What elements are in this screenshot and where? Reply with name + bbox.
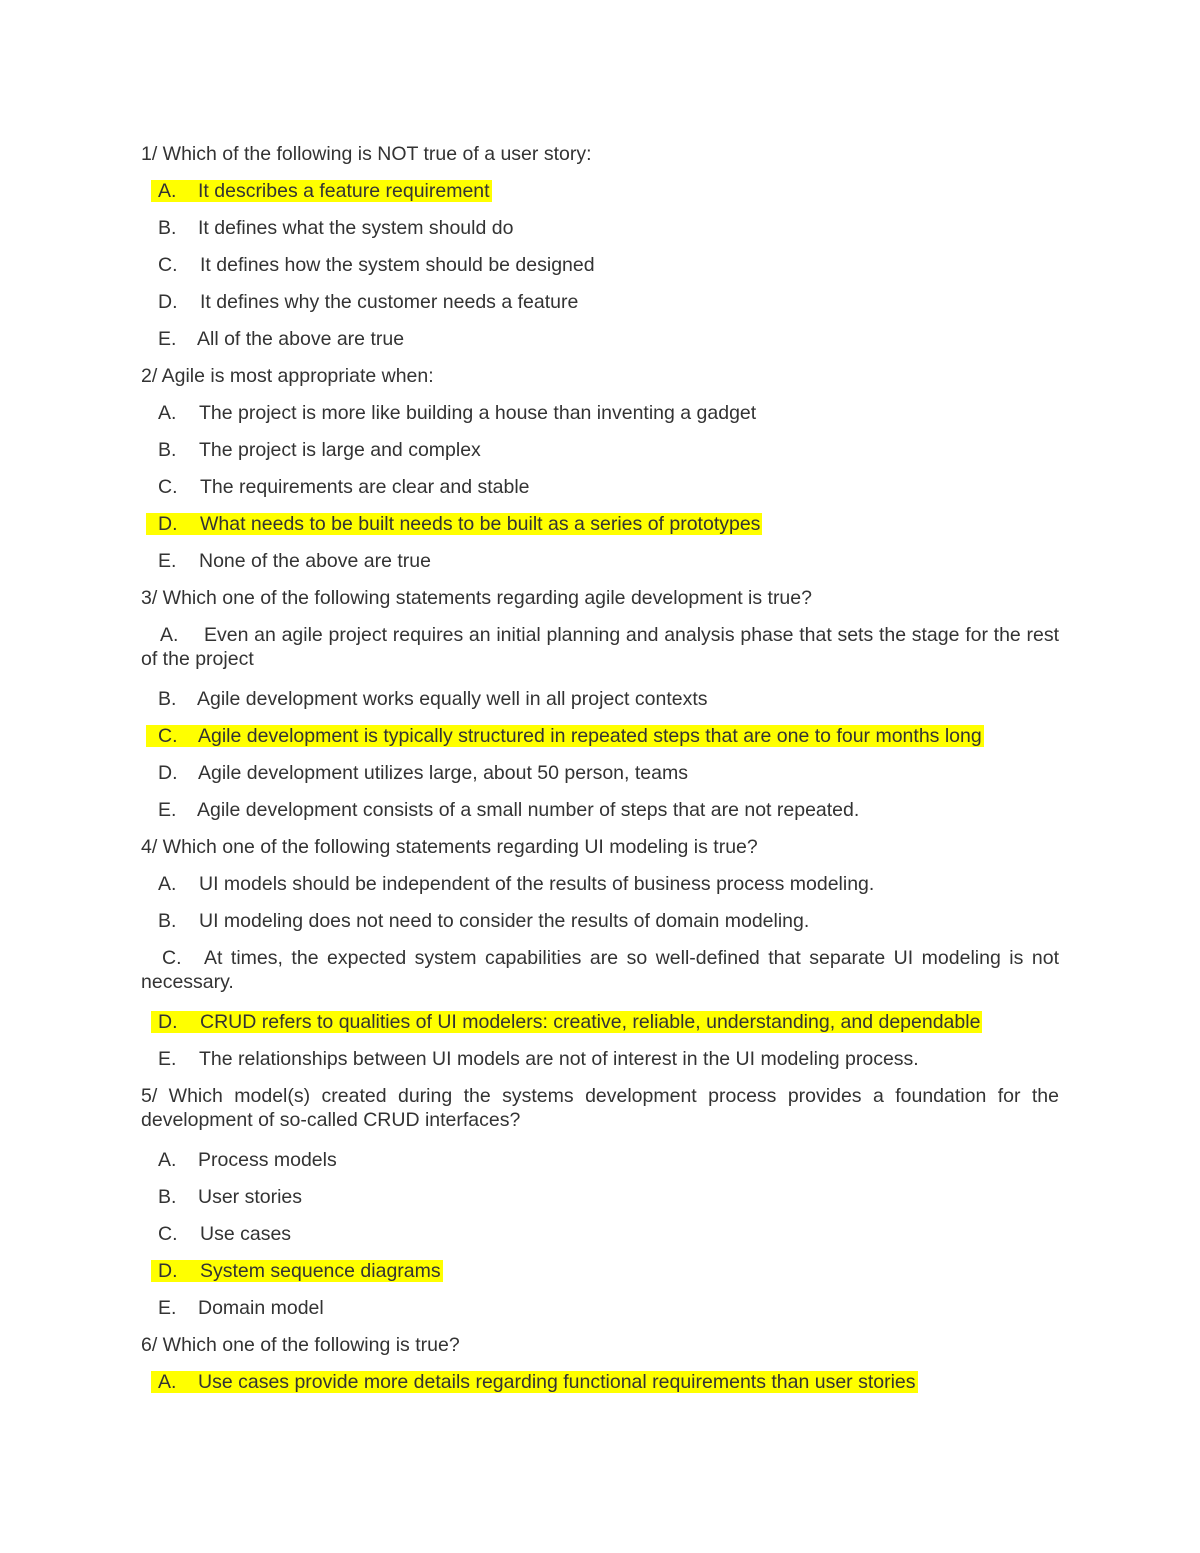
question-2-prompt: 2/ Agile is most appropriate when: — [141, 365, 434, 387]
question-5-option-e: E. Domain model — [158, 1297, 324, 1319]
question-3-option-e: E. Agile development consists of a small number of steps that are not repeated. — [158, 799, 860, 821]
question-5-prompt: 5/ Which model(s) created during the systems development process provides a foundation for the development of so-called CRUD interfaces? — [141, 1085, 1059, 1131]
question-1-option-d: D. It defines why the customer needs a feature — [158, 291, 579, 313]
question-6-prompt: 6/ Which one of the following is true? — [141, 1334, 460, 1356]
question-3-option-b: B. Agile development works equally well in all project contexts — [158, 688, 708, 710]
question-2-option-d: D. What needs to be built needs to be built as a series of prototypes — [141, 512, 1059, 549]
question-6-option-a: A. Use cases provide more details regarding functional requirements than user stories — [141, 1370, 1059, 1407]
question-1-prompt: 1/ Which of the following is NOT true of a user story: — [141, 143, 592, 165]
question-1-option-b: B. It defines what the system should do — [158, 217, 514, 239]
question-4-option-e: E. The relationships between UI models are not of interest in the UI modeling process. — [158, 1048, 919, 1070]
question-5-option-a: A. Process models — [158, 1149, 337, 1171]
question-3-option-a: A. Even an agile project requires an initial planning and analysis phase that sets the stage for the rest of the project — [141, 624, 1059, 670]
question-4-option-d: D. CRUD refers to qualities of UI modelers: creative, reliable, understanding, and dependable — [141, 1010, 1059, 1047]
question-1-option-e: E. All of the above are true — [158, 328, 405, 350]
question-5-option-d: D. System sequence diagrams — [141, 1259, 1059, 1296]
question-2-option-e: E. None of the above are true — [158, 550, 431, 572]
question-5-option-b: B. User stories — [158, 1186, 303, 1208]
question-3-option-d: D. Agile development utilizes large, about 50 person, teams — [158, 762, 688, 784]
question-1-option-c: C. It defines how the system should be designed — [158, 254, 595, 276]
question-2-option-b: B. The project is large and complex — [158, 439, 481, 461]
question-1-option-a: A. It describes a feature requirement — [141, 179, 1059, 216]
question-4-option-a: A. UI models should be independent of the results of business process modeling. — [158, 873, 875, 895]
question-2-option-c: C. The requirements are clear and stable — [158, 476, 530, 498]
question-4-option-c: C. At times, the expected system capabilities are so well-defined that separate UI modeling is not necessary. — [141, 947, 1059, 993]
question-5-option-c: C. Use cases — [158, 1223, 292, 1245]
document-page — [141, 142, 1059, 1407]
question-3-option-c: C. Agile development is typically structured in repeated steps that are one to four months long — [141, 724, 1059, 761]
question-2-option-a: A. The project is more like building a house than inventing a gadget — [158, 402, 757, 424]
question-3-prompt: 3/ Which one of the following statements regarding agile development is true? — [141, 587, 812, 609]
question-4-prompt: 4/ Which one of the following statements regarding UI modeling is true? — [141, 836, 758, 858]
question-4-option-b: B. UI modeling does not need to consider the results of domain modeling. — [158, 910, 810, 932]
